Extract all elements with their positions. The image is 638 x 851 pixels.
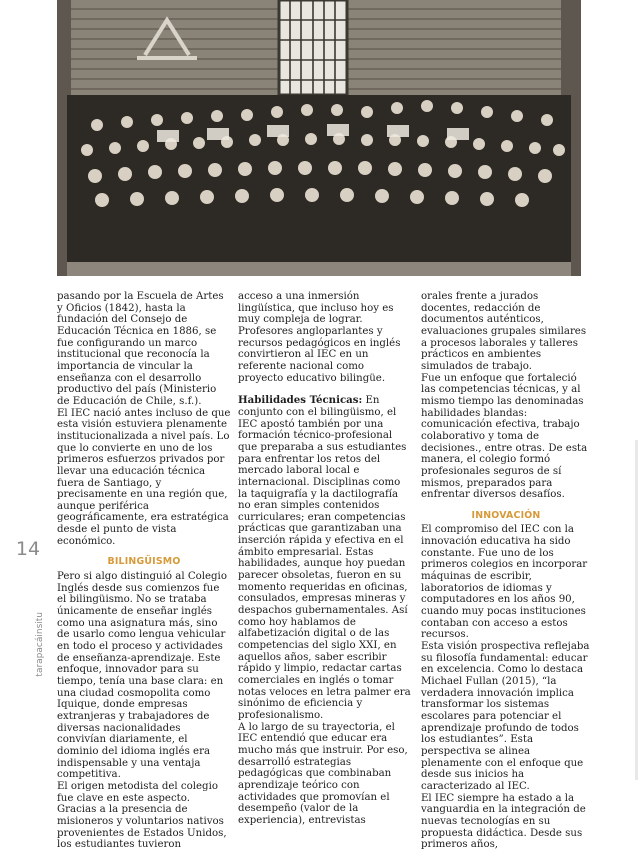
paragraph: Fue un enfoque que fortaleció las competencias técnicas, y al mismo tiempo las denominadas habilidades blandas: comunicación efectiva, trabajo colaborativo y toma de decisiones., entre otras. De esta manera, el colegio formó profesionales seguros de sí mismos, preparados para enfrentar diversos desafíos. (421, 372, 588, 501)
paragraph-habilidades (238, 395, 412, 721)
paragraph: A lo largo de su trayectoria, el IEC entendió que educar era mucho más que instruir. Por eso, desarrolló estrategias pedagógicas que combinaban aprendizaje teórico con actividades que promovían el desempeño (valor de la experiencia), entrevistas (238, 721, 408, 826)
section-heading-innovacion: INNOVACIÓN (471, 509, 541, 521)
subheading-habilidades-tecnicas: Habilidades Técnicas: (238, 394, 363, 407)
paragraph-text: En conjunto con el bilingüismo, el IEC apostó también por una formación técnico-profesional que preparaba a sus estudiantes para enfrentar los retos del mercado laboral local e internacional. Disciplinas como la taquigrafía y la dactilografía no eran simples contenidos curriculares; eran competencias prácticas que garantizaban una inserción rápida y efectiva en el ámbito empresarial. Estas habilidades, aunque hoy puedan parecer obsoletas, fueron en su momento requeridas en oficinas, consulados, empresas mineras y despachos gubernamentales. Así como hoy hablamos de alfabetización digital o de las competencias del siglo XXI, en aquellos años, saber escribir rápido y limpio, redactar cartas comerciales en inglés o tomar notas veloces en letra palmer era sinónimo de eficiencia y profesionalismo. (238, 395, 411, 721)
paragraph: El IEC nació antes incluso de que esta visión estuviera plenamente institucionalizada a nivel país. Lo que lo convierte en uno de los primeros esfuerzos privados por llevar una educación técnica fuera de Santiago, y precisamente en una región que, aunque periférica geográficamente, era estratégica desde el punto de vista económico. (57, 407, 231, 547)
page-number: 14 (15, 538, 41, 560)
text-column-3 (421, 291, 591, 851)
section-heading-bilinguismo: BILINGÜISMO (107, 556, 181, 568)
magazine-name-text: tarapacáinsitu (35, 612, 45, 677)
text-column-2 (238, 291, 412, 827)
paragraph: Pero si algo distinguió al Colegio Inglés desde sus comienzos fue el bilingüismo. No se trataba únicamente de enseñar inglés como una asignatura más, sino de usarlo como lengua vehicular en todo el proceso y actividades de enseñanza-aprendizaje. Este enfoque, innovador para su tiempo, tenía una base clara: en una ciudad cosmopolita como Iquique, donde empresas extranjeras y trabajadores de diversas nacionalidades convivían diariamente, el dominio del idioma inglés era indispensable y una ventaja competitiva. (57, 571, 227, 781)
paragraph: Esta visión prospectiva reflejaba su filosofía fundamental: educar en excelencia. Como lo destaca Michael Fullan (2015), “la verdadera innovación implica transformar los sistemas escolares para potenciar el aprendizaje profundo de todos los estudiantes”. Esta perspectiva se alinea plenamente con el enfoque que desde sus inicios ha caracterizado al IEC. (421, 641, 590, 792)
text-column-1 (57, 291, 231, 851)
paragraph: El IEC siempre ha estado a la vanguardia en la integración de nuevas tecnologías en su propuesta didáctica. Desde sus primeros años, (421, 792, 586, 851)
paragraph: orales frente a jurados docentes, redacción de documentos auténticos, evaluaciones grupales similares a procesos laborales y talleres prácticos en ambientes simulados de trabajo. (421, 291, 587, 372)
paragraph: El compromiso del IEC con la innovación educativa ha sido constante. Fue uno de los primeros colegios en incorporar máquinas de escribir, laboratorios de idiomas y computadores en los años 90, cuando muy pocas instituciones contaban con acceso a estos recursos. (421, 524, 588, 641)
students-crowd (67, 95, 571, 276)
paragraph: pasando por la Escuela de Artes y Oficios (1842), hasta la fundación del Consejo de Educación Técnica en 1886, se fue configurando un marco institucional que reconocía la importancia de vincular la enseñanza con el desarrollo productivo del país (Ministerio de Educación de Chile, s.f.). (57, 291, 224, 407)
window (279, 0, 347, 95)
group-photo (57, 0, 581, 276)
paragraph: acceso a una inmersión lingüística, que incluso hoy es muy compleja de lograr. Profesores angloparlantes y recursos pedagógicos en inglés convirtieron al IEC en un referente nacional como proyecto educativo bilingüe. (238, 291, 401, 384)
paragraph: El origen metodista del colegio fue clave en este aspecto. Gracias a la presencia de misioneros y voluntarios nativos provenientes de Estados Unidos, los estudiantes tuvieron (57, 780, 227, 851)
historical-group-photo-icon (57, 0, 581, 276)
